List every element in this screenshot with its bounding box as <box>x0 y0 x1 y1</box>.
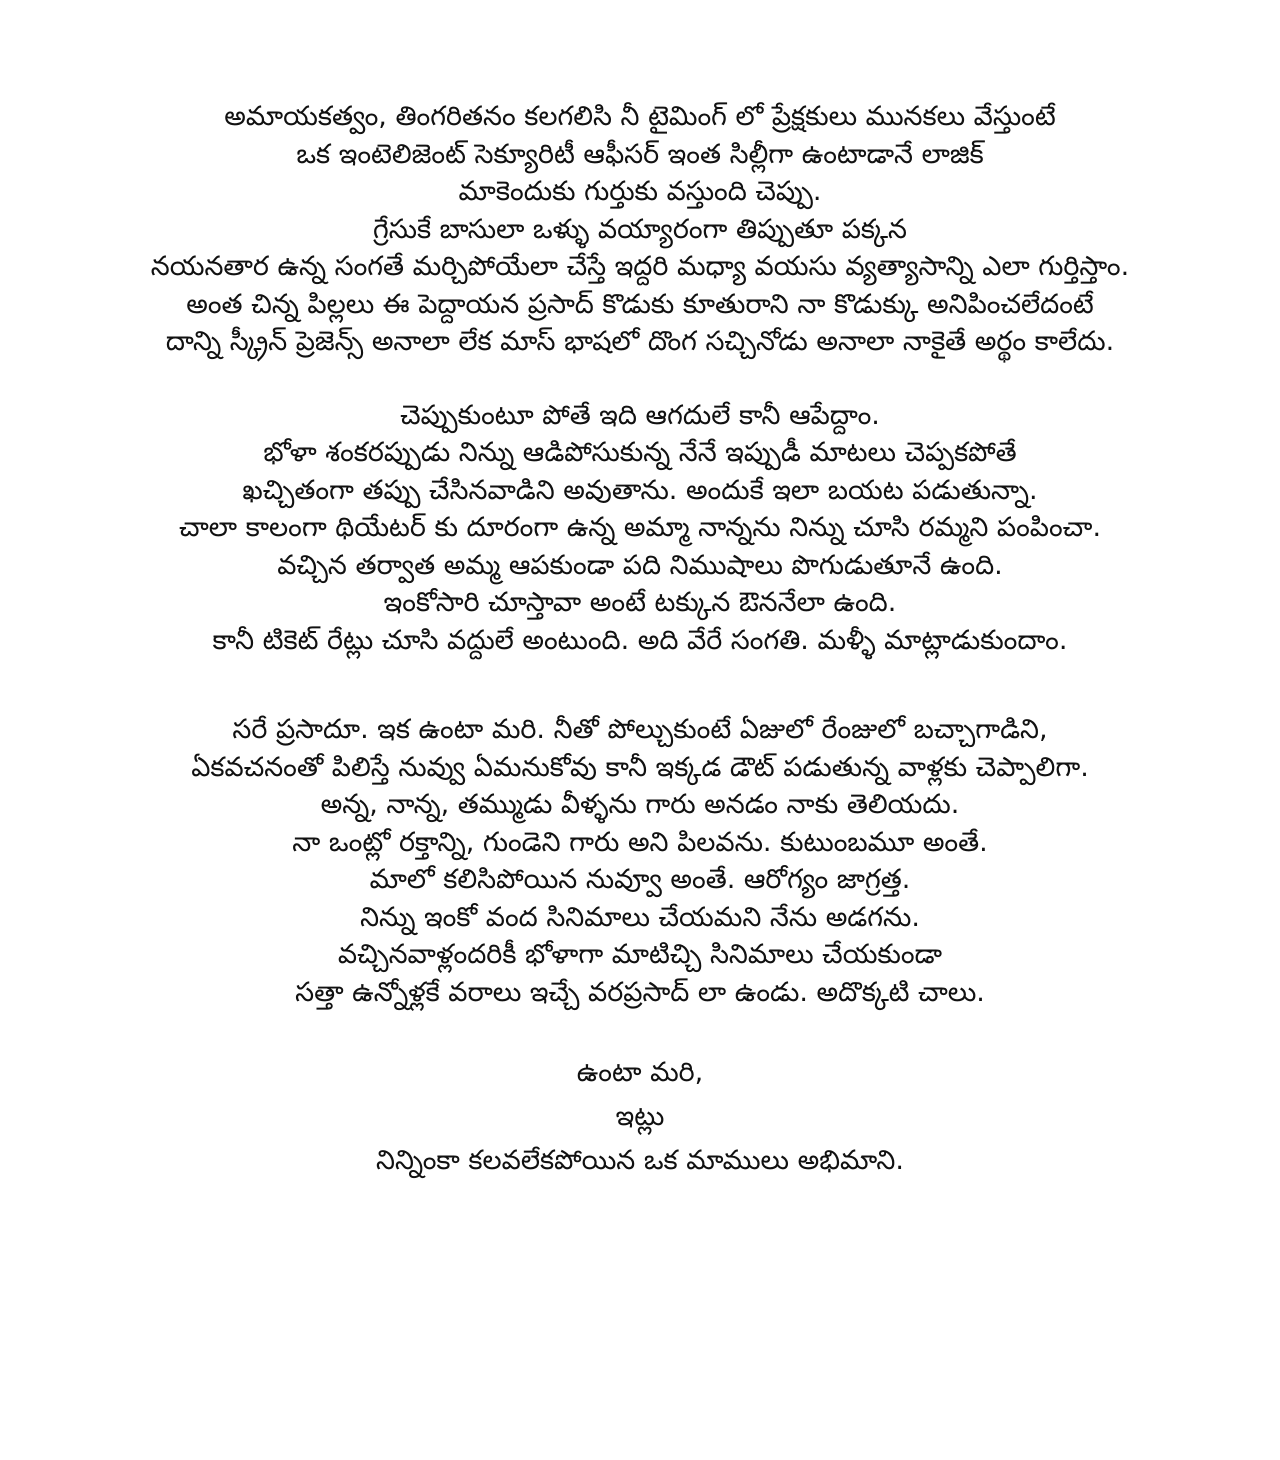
closing-word: ఇట్లు <box>615 1101 665 1132</box>
text-line: సత్తా ఉన్నోళ్లకే వరాలు ఇచ్చే వరప్రసాద్ లా ఉండు. అదొక్కటి చాలు. <box>295 976 985 1008</box>
text-line: నా ఒంట్లో రక్తాన్ని, గుండెని గారు అని పిలవను. కుటుంబమూ అంతే. <box>292 826 988 858</box>
text-line: అమాయకత్వం, తింగరితనం కలగలిసి నీ టైమింగ్ లో ప్రేక్షకులు మునకలు వేస్తుంటే <box>224 101 1056 132</box>
text-line: అంత చిన్న పిల్లలు ఈ పెద్దాయన ప్రసాద్ కొడుకు కూతురాని నా కొడుక్కు అనిపించలేదంటే <box>186 288 1094 320</box>
closing-line: ఉంటా మరి, <box>576 1057 704 1088</box>
text-line: సరే ప్రసాదూ. ఇక ఉంటా మరి. నీతో పోల్చుకుంటే ఏజులో రేంజులో బచ్చాగాడిని, <box>232 714 1048 745</box>
text-line: భోళా శంకరప్పుడు నిన్ను ఆడిపోసుకున్న నేనే ఇప్పుడీ మాటలు చెప్పకపోతే <box>263 437 1017 468</box>
text-line: చెప్పుకుంటూ పోతే ఇది ఆగదులే కానీ ఆపేద్దాం. <box>400 399 880 431</box>
text-line: ఖచ్చితంగా తప్పు చేసినవాడిని అవుతాను. అందుకే ఇలా బయట పడుతున్నా. <box>242 474 1038 506</box>
paragraph-3 <box>0 711 1280 1011</box>
text-line: మాకెందుకు గుర్తుకు వస్తుంది చెప్పు. <box>458 176 822 207</box>
text-line: నయనతార ఉన్న సంగతే మర్చిపోయేలా చేస్తే ఇద్దరి మధ్యా వయసు వ్యత్యాసాన్ని ఎలా గుర్తిస్తాం. <box>150 251 1130 282</box>
text-line: దాన్ని స్క్రీన్ ప్రెజెన్స్ అనాలా లేక మాస్ భాషలో దొంగ సచ్చినోడు అనాలా నాకైతే అర్థం కాలేదు. <box>165 326 1115 357</box>
signature-line: నిన్నింకా కలవలేకపోయిన ఒక మాములు అభిమాని. <box>376 1145 904 1176</box>
text-line: అన్న, నాన్న, తమ్ముడు వీళ్ళను గారు అనడం నాకు తెలియదు. <box>320 789 960 820</box>
text-line: ఇంకోసారి చూస్తావా అంటే టక్కున ఔననేలా ఉంది. <box>383 587 897 618</box>
text-line: ఒక ఇంటెలిజెంట్ సెక్యూరిటీ ఆఫీసర్ ఇంత సిల్లీగా ఉంటాడానే లాజిక్ <box>296 138 984 170</box>
text-line: ఏకవచనంతో పిలిస్తే నువ్వు ఏమనుకోవు కానీ ఇక్కడ డౌట్ పడుతున్న వాళ్లకు చెప్పాలిగా. <box>191 751 1089 783</box>
text-line: కానీ టికెట్ రేట్లు చూసి వద్దులే అంటుంది. అది వేరే సంగతి. మళ్ళీ మాట్లాడుకుందాం. <box>212 624 1068 656</box>
paragraph-1 <box>0 98 1280 361</box>
paragraph-2 <box>0 397 1280 660</box>
signature-block <box>0 1051 1280 1183</box>
text-line: వచ్చిన తర్వాత అమ్మ ఆపకుండా పది నిముషాలు పొగుడుతూనే ఉంది. <box>277 549 1003 581</box>
text-line: వచ్చినవాళ్లందరికీ భోళాగా మాటిచ్చి సినిమాలు చేయకుండా <box>337 939 943 970</box>
text-line: చాలా కాలంగా థియేటర్ కు దూరంగా ఉన్న అమ్మా నాన్నను నిన్ను చూసి రమ్మని పంపించా. <box>178 512 1102 543</box>
text-line: నిన్ను ఇంకో వంద సినిమాలు చేయమని నేను అడగను. <box>360 901 920 933</box>
text-line: మాలో కలిసిపోయిన నువ్వూ అంతే. ఆరోగ్యం జాగ్రత్త. <box>369 864 911 895</box>
text-line: గ్రేసుకే బాసులా ఒళ్ళు వయ్యారంగా తిప్పుతూ పక్కన <box>372 213 908 245</box>
